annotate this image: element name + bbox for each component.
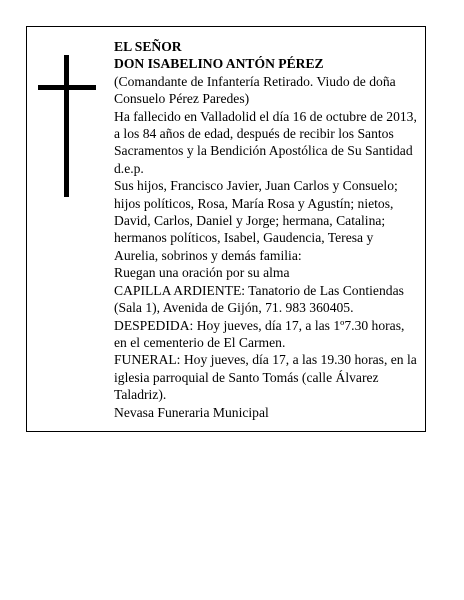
text-line: hijos políticos, Rosa, María Rosa y Agustín; nietos, — [114, 195, 394, 211]
text-line: d.e.p. — [114, 160, 144, 176]
text-line: a los 84 años de edad, después de recibir los Santos — [114, 126, 394, 142]
title-line-1: EL SEÑOR — [114, 39, 182, 54]
text-line: CAPILLA ARDIENTE: Tanatorio de Las Contiendas — [114, 282, 404, 298]
text-line: David, Carlos, Daniel y Jorge; hermana, Catalina; — [114, 213, 386, 229]
text-line: (Comandante de Infantería Retirado. Viudo de doña — [114, 73, 396, 89]
text-line: iglesia parroquial de Santo Tomás (calle Álvarez — [114, 369, 379, 385]
text-line: Nevasa Funeraria Municipal — [114, 404, 269, 420]
text-line: en el cementerio de El Carmen. — [114, 334, 286, 350]
text-line: Sus hijos, Francisco Javier, Juan Carlos y Consuelo; — [114, 178, 398, 194]
obituary-text — [114, 38, 426, 421]
cross-icon — [38, 55, 96, 197]
cross-vertical-bar — [64, 55, 69, 197]
text-line: (Sala 1), Avenida de Gijón, 71. 983 360405. — [114, 300, 354, 316]
text-line: Consuelo Pérez Paredes) — [114, 91, 250, 107]
text-line: Ruegan una oración por su alma — [114, 265, 290, 281]
text-line: Sacramentos y la Bendición Apostólica de Su Santidad — [114, 143, 413, 159]
text-line: Ha fallecido en Valladolid el día 16 de octubre de 2013, — [114, 108, 417, 124]
text-line: DESPEDIDA: Hoy jueves, día 17, a las 1º7.30 horas, — [114, 317, 405, 333]
cross-horizontal-bar — [38, 85, 96, 90]
text-line: hermanos políticos, Isabel, Gaudencia, Teresa y — [114, 230, 374, 246]
text-line: Taladriz). — [114, 387, 167, 403]
text-line: FUNERAL: Hoy jueves, día 17, a las 19.30 horas, en la — [114, 352, 417, 368]
title-line-2: DON ISABELINO ANTÓN PÉREZ — [114, 56, 324, 72]
text-line: Aurelia, sobrinos y demás familia: — [114, 247, 302, 263]
